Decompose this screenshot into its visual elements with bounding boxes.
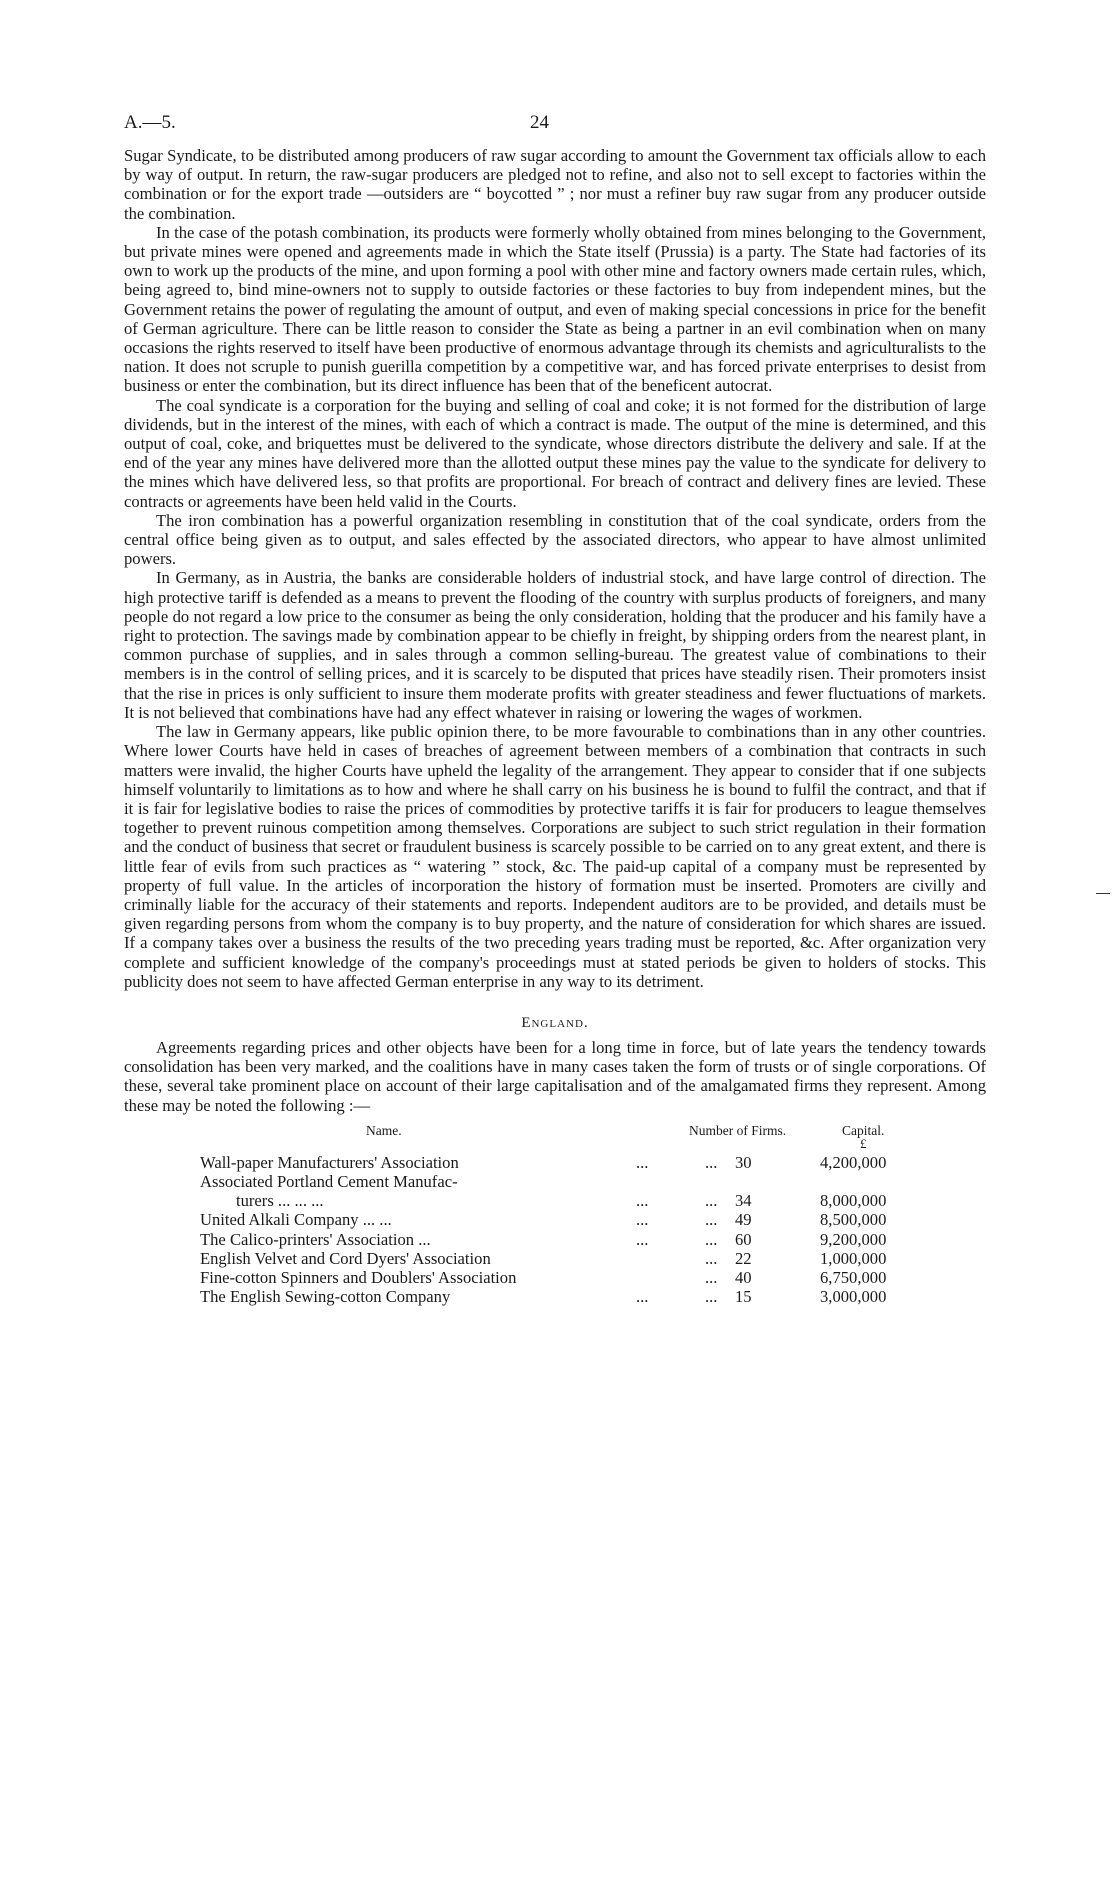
table-header [200,1121,900,1153]
row-capital: 9,200,000 [820,1229,887,1249]
table-row [200,1210,900,1229]
row-leader: ... [636,1287,649,1307]
paragraph-germany-banks: In Germany, as in Austria, the banks are considerable holders of industrial stock, and have large control of direction. The high protective tariff is defended as a means to prevent the flooding of the country with surplus products of foreigners, and many people do not regard a low price to the consumer as being the only consideration, holding that the producer and his family have a right to protection. The savings made by combination appear to be chiefly in freight, by shipping orders from the nearest plant, in common purchase of supplies, and in sales through a common selling-bureau. The greatest value of combinations to their members is in the control of selling prices, and it is scarcely to be disputed that prices have steadily risen. Their promoters insist that the rise in prices is only sufficient to insure them moderate profits with greater steadiness and fewer fluctuations of markets. It is not believed that combinations have had any effect whatever in raising or lowering the wages of workmen. [124,568,986,722]
row-name: Associated Portland Cement Manufac- [200,1171,458,1191]
document-reference: A.—5. [124,112,176,133]
row-name: Wall-paper Manufacturers' Association [200,1152,459,1172]
margin-mark [1096,893,1110,894]
body-text [124,146,986,991]
row-capital: 8,000,000 [820,1191,887,1211]
row-leader: ... [705,1229,718,1249]
row-leader: ... [705,1287,718,1307]
table-row [200,1153,900,1172]
paragraph-sugar-syndicate: Sugar Syndicate, to be distributed among producers of raw sugar according to amount the Government tax officials allow to each by way of output. In return, the raw-sugar producers are pledged not to refine, and also not to sell except to factories within the combination or for the export trade —outsiders are “ boycotted ” ; nor must a refiner buy raw sugar from any producer outside the combination. [124,146,986,223]
row-capital: 3,000,000 [820,1287,887,1307]
page-header [124,112,986,146]
row-leader: ... [636,1152,649,1172]
row-capital: 8,500,000 [820,1210,887,1230]
row-name: The English Sewing-cotton Company [200,1287,451,1307]
row-firms: 40 [735,1267,752,1287]
row-name: Fine-cotton Spinners and Doublers' Association [200,1267,517,1287]
row-firms: 15 [735,1287,752,1307]
table-row [200,1172,900,1191]
column-header-firms: Number of Firms. [689,1122,787,1138]
row-firms: 22 [735,1248,752,1268]
paragraph-england-intro: Agreements regarding prices and other objects have been for a long time in force, but of late years the tendency towards consolidation has been very marked, and the coalitions have in many cases taken the form of trusts or of single corporations. Of these, several take prominent place on account of their large capitalisation and of the amalgamated firms they represent. Among these may be noted the following :— [124,1037,986,1115]
paragraph-germany-law: The law in Germany appears, like public opinion there, to be more favourable to combinations than in any other countries. Where lower Courts have held in cases of breaches of agreement between members of a combination that contracts in such matters were invalid, the higher Courts have upheld the legality of the arrangement. They appear to consider that if one subjects himself voluntarily to limitations as to how and where he shall carry on his business he is bound to fulfil the contract, and that if it is fair for legislative bodies to raise the prices of commodities by protective tariffs it is fair for producers to league themselves together to prevent ruinous competition among themselves. Corporations are subject to such strict regulation in their formation and the conduct of business that secret or fraudulent business is scarcely possible to be carried on to any great extent, and there is little fear of evils from such practices as “ watering ” stock, &c. The paid-up capital of a company must be represented by property of full value. In the articles of incorporation the history of formation must be inserted. Promoters are civilly and criminally liable for the accuracy of their statements and reports. Independent auditors are to be provided, and details must be given regarding persons from whom the company is to buy property, and the nature of consideration for which shares are issued. If a company takes over a business the results of the two preceding years trading must be reported, &c. After organization very complete and sufficient knowledge of the company's proceedings must at stated periods be given to holders of stocks. This publicity does not seem to have affected German enterprise in any way to its detriment. [124,722,986,991]
page-number: 24 [530,112,549,133]
column-header-unit: £ [860,1135,867,1151]
england-intro [124,1038,986,1115]
row-name: United Alkali Company ... ... [200,1210,392,1230]
row-capital: 6,750,000 [820,1267,887,1287]
row-leader: ... [705,1152,718,1172]
row-leader: ... [636,1191,649,1211]
table-row [200,1287,900,1306]
row-capital: 4,200,000 [820,1152,887,1172]
row-name: English Velvet and Cord Dyers' Association [200,1248,491,1268]
table-row [200,1268,900,1287]
table-row-continuation [200,1191,900,1210]
paragraph-coal-syndicate: The coal syndicate is a corporation for the buying and selling of coal and coke; it is not formed for the distribution of large dividends, but in the interest of the mines, with each of which a contract is made. The output of the mine is determined, and this output of coal, coke, and briquettes must be delivered to the syndicate, whose directors distribute the delivery and sale. If at the end of the year any mines have delivered more than the allotted output these mines pay the value to the syndicate for delivery to the mines which have delivered less, so that profits are proportional. For breach of contract and delivery fines are levied. These contracts or agreements have been held valid in the Courts. [124,395,986,511]
column-header-name: Name. [366,1122,402,1138]
row-leader: ... [705,1191,718,1211]
row-leader: ... [705,1248,718,1268]
paragraph-potash: In the case of the potash combination, its products were formerly wholly obtained from mines belonging to the Government, but private mines were opened and agreements made in which the State itself (Prussia) is a party. The State had factories of its own to work up the products of the mine, and upon forming a pool with other mine and factory owners made certain rules, which, being agreed to, bind mine-owners not to supply to outside factories or these factories to buy from independent mines, but the Government retains the power of regulating the amount of output, and even of making special concessions in price for the benefit of German agriculture. There can be little reason to consider the State as being a partner in an evil combination when on many occasions the rights reserved to itself have been productive of enormous advantage through its chemists and agriculturalists to the nation. It does not scruple to punish guerilla competition by a competitive war, and has forced private enterprises to desist from business or enter the combination, but its direct influence has been that of the beneficent autocrat. [124,222,986,396]
row-capital: 1,000,000 [820,1248,887,1268]
row-leader: ... [636,1210,649,1230]
paragraph-iron: The iron combination has a powerful organization resembling in constitution that of the coal syndicate, orders from the central office being given as to output, and sales effected by the associated directors, who appear to have almost unlimited powers. [124,510,986,569]
row-firms: 49 [735,1210,752,1230]
table-row [200,1249,900,1268]
row-firms: 30 [735,1152,752,1172]
table-row [200,1230,900,1249]
row-name-continuation: turers ... ... ... [236,1191,324,1211]
row-leader: ... [705,1210,718,1230]
column-header-capital: Capital. [842,1122,885,1138]
row-firms: 60 [735,1229,752,1249]
row-leader: ... [705,1267,718,1287]
document-page [124,112,986,1306]
combinations-table [200,1121,900,1307]
row-name: The Calico-printers' Association ... [200,1229,431,1249]
row-leader: ... [636,1229,649,1249]
section-heading-england: England. [521,1014,589,1031]
row-firms: 34 [735,1191,752,1211]
